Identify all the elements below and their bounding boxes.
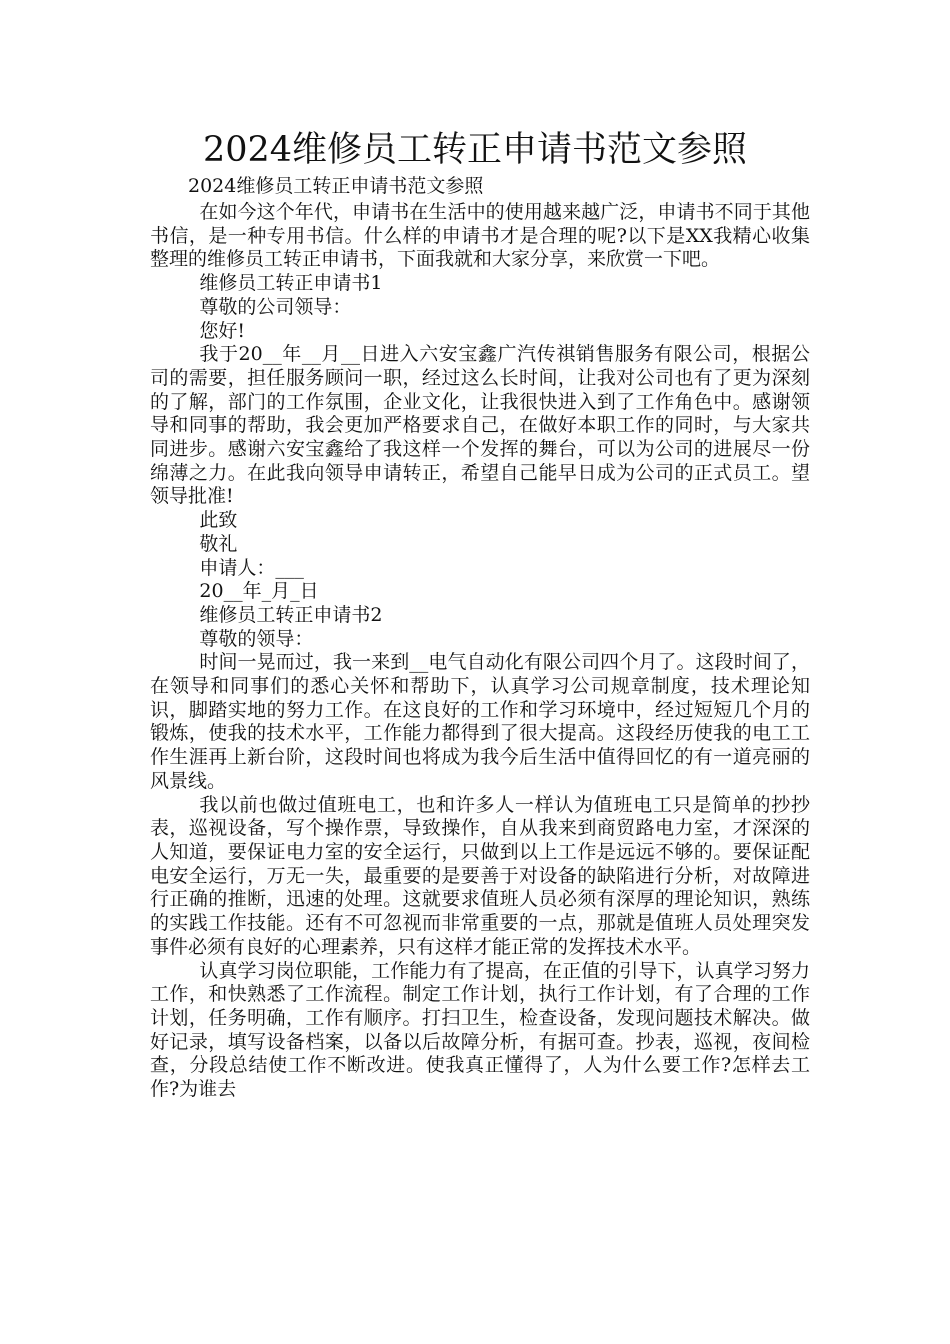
intro-paragraph: 在如今这个年代，申请书在生活中的使用越来越广泛，申请书不同于其他书信，是一种专用书信。什么样的申请书才是合理的呢?以下是XX我精心收集整理的维修员工转正申请书，下面我就和大家分享，来欣赏一下吧。 [150,201,810,271]
document-title: 2024维修员工转正申请书范文参照 [202,130,748,170]
letter1-heading: 维修员工转正申请书1 [199,272,383,295]
letter2-salutation: 尊敬的领导： [199,627,314,650]
document-body [150,201,810,1102]
letter1-salutation: 尊敬的公司领导： [199,295,352,318]
letter2-paragraph-1: 时间一晃而过，我一来到__电气自动化有限公司四个月了。这段时间了，在领导和同事们的悉心关怀和帮助下，认真学习公司规章制度，技术理论知识，脚踏实地的努力工作。在这良好的工作和学习环境中，经过短短几个月的锻炼，使我的技术水平，工作能力都得到了很大提高。这段经历使我的电工工作生涯再上新台阶，这段时间也将成为我今后生活中值得回忆的有一道亮丽的风景线。 [150,651,810,792]
letter1-applicant: 申请人：___ [199,556,304,579]
letter1-closing-1: 此致 [199,509,238,532]
letter2-heading: 维修员工转正申请书2 [199,603,383,626]
letter1-closing-2: 敬礼 [199,532,238,555]
letter2-paragraph-2: 我以前也做过值班电工，也和许多人一样认为值班电工只是简单的抄抄表，巡视设备，写个操作票，导致操作，自从我来到商贸路电力室，才深深的人知道，要保证电力室的安全运行，只做到以上工作是远远不够的。要保证配电安全运行，万无一失，最重要的是要善于对设备的缺陷进行分析，对故障进行正确的推断，迅速的处理。这就要求值班人员必须有深厚的理论知识，熟练的实践工作技能。还有不可忽视而非常重要的一点，那就是值班人员处理突发事件必须有良好的心理素养，只有这样才能正常的发挥技术水平。 [150,793,810,958]
letter1-greeting: 您好! [199,319,246,342]
letter1-body: 我于20__年__月__日进入六安宝鑫广汽传祺销售服务有限公司，根据公司的需要，担任服务顾问一职，经过这么长时间，让我对公司也有了更为深刻的了解，部门的工作氛围，企业文化，让我很快进入到了工作角色中。感谢领导和同事的帮助，我会更加严格要求自己，在做好本职工作的同时，与大家共同进步。感谢六安宝鑫给了我这样一个发挥的舞台，可以为公司的进展尽一份绵薄之力。在此我向领导申请转正，希望自己能早日成为公司的正式员工。望领导批准! [150,343,810,508]
letter2-paragraph-3: 认真学习岗位职能，工作能力有了提高，在正值的引导下，认真学习努力工作，和快熟悉了工作流程。制定工作计划，执行工作计划，有了合理的工作计划，任务明确，工作有顺序。打扫卫生，检查设备，发现问题技术解决。做好记录，填写设备档案，以备以后故障分析，有据可查。抄表，巡视，夜间检查，分段总结使工作不断改进。使我真正懂得了，人为什么要工作?怎样去工作?为谁去 [150,959,810,1101]
document-subtitle: 2024维修员工转正申请书范文参照 [188,175,484,197]
letter1-date: 20__年_月_日 [199,580,319,603]
